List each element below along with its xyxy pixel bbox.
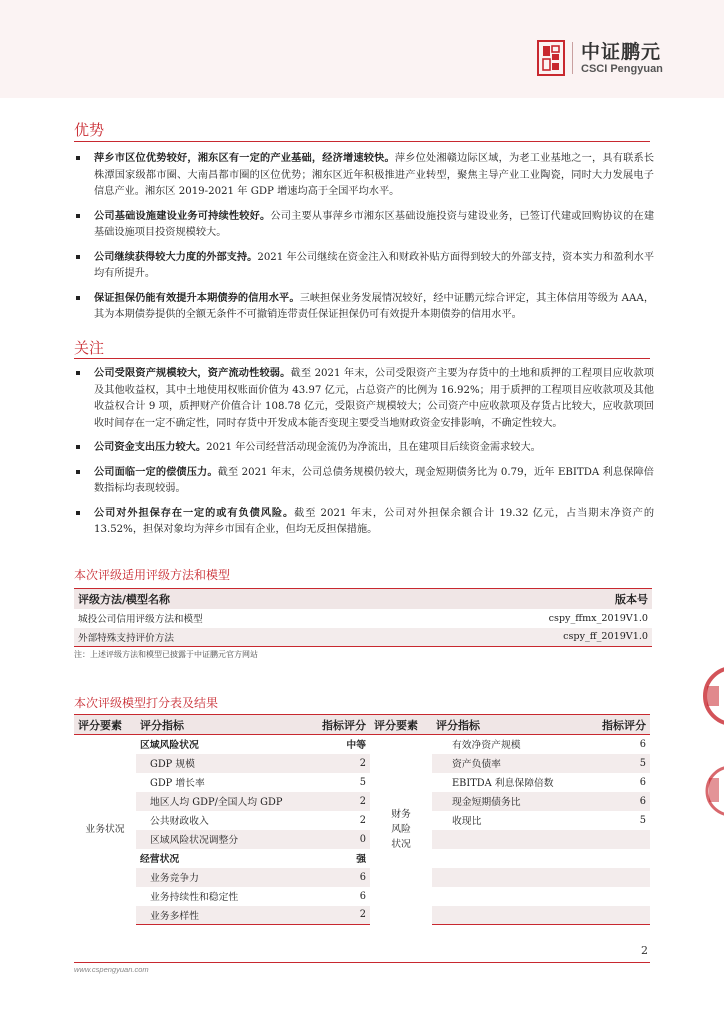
advantage-item: 萍乡市区位优势较好，湘东区有一定的产业基础，经济增速较快。萍乡位处湘赣边际区域，为老工业基地之一，具有联系长株潭国家级都市圈、大南昌都市圈的区位优势；湘东区近年积极推进产业转型，聚焦主导产业工业陶瓷，同时大力发展电子信息产业。湘东区 2019-2021 年 GDP 增速均高于全国平均水平。 [74, 150, 654, 201]
indicator-label [432, 849, 580, 868]
table-header-row [74, 715, 650, 735]
concern-item: 公司资金支出压力较大。2021 年公司经营活动现金流仍为净流出，且在建项目后续资金需求较大。 [74, 439, 654, 457]
concern-item: 公司对外担保存在一定的或有负债风险。截至 2021 年末，公司对外担保余额合计 19.32 亿元，占当期末净资产的 13.52%，担保对象均为萍乡市国有企业，但均无反担保措施。 [74, 505, 654, 539]
bullet-icon [76, 445, 80, 449]
indicator-label: 收现比 [432, 811, 580, 830]
factor-header-2: 评分要素 [370, 715, 432, 735]
factor-header: 评分要素 [74, 715, 136, 735]
indicator-score: 6 [306, 868, 370, 887]
indicator-label: 资产负债率 [432, 754, 580, 773]
indicator-label: 区域风险状况调整分 [136, 830, 306, 849]
score-header: 指标评分 [306, 715, 370, 735]
indicator-score: 中等 [306, 735, 370, 754]
bullet-icon [76, 255, 80, 259]
bullet-icon [76, 371, 80, 375]
seal-stamp-icon [697, 660, 724, 732]
table-header-row [74, 589, 652, 609]
scoring-table [74, 714, 650, 925]
methods-note: 注：上述评级方法和模型已披露于中证鹏元官方网站 [74, 650, 258, 659]
bullet-icon [76, 511, 80, 515]
indicator-score: 6 [580, 773, 650, 792]
indicator-label: GDP 增长率 [136, 773, 306, 792]
methods-heading: 本次评级适用评级方法和模型 [74, 568, 231, 582]
indicator-score: 5 [580, 754, 650, 773]
concern-item: 公司受限资产规模较大，资产流动性较弱。截至 2021 年末，公司受限资产主要为存货中的土地和质押的工程项目应收款项及其他收益权，其中土地使用权账面价值为 43.97 亿元，占总资产的比例为 16.92%；用于质押的工程项目应收款项及其他收益权合计 9 项，质押财产价值合计 108.78 亿元，受限资产规模较大；公司资产中应收款项及存货占比较大，应收款项回收时间存在一定不确定性，同时存货中开发成本能否变现主要受当地财政资金安排影响，不确定性较大。 [74, 365, 654, 432]
bullet-icon [76, 296, 80, 300]
table-row [74, 773, 650, 792]
advantages-list [74, 150, 654, 331]
indicator-label [432, 887, 580, 906]
brand-name-cn: 中证鹏元 [581, 40, 662, 63]
indicator-score: 2 [306, 754, 370, 773]
method-name: 城投公司信用评级方法和模型 [74, 609, 393, 628]
table-row [74, 792, 650, 811]
method-name-header: 评级方法/模型名称 [74, 589, 393, 609]
indicator-score: 0 [306, 830, 370, 849]
indicator-group: 经营状况 [136, 849, 306, 868]
indicator-score [580, 906, 650, 925]
indicator-header-2: 评分指标 [432, 715, 580, 735]
indicator-score: 5 [306, 773, 370, 792]
page-number: 2 [641, 944, 648, 957]
bullet-icon [76, 470, 80, 474]
table-row [74, 868, 650, 887]
methods-table [74, 588, 652, 647]
indicator-score: 2 [306, 792, 370, 811]
concerns-rule [74, 358, 650, 359]
footer-url: www.cspengyuan.com [74, 965, 149, 974]
table-row [74, 628, 652, 647]
indicator-label: 地区人均 GDP/全国人均 GDP [136, 792, 306, 811]
indicator-label [432, 830, 580, 849]
logo-separator [572, 42, 573, 74]
table-row [74, 906, 650, 925]
business-category: 业务状况 [74, 735, 136, 925]
table-row [74, 811, 650, 830]
concerns-heading: 关注 [74, 339, 105, 357]
indicator-label: 现金短期债务比 [432, 792, 580, 811]
indicator-score [580, 887, 650, 906]
indicator-label: 业务竞争力 [136, 868, 306, 887]
footer-rule [74, 962, 650, 963]
brand-logo [536, 38, 663, 78]
indicator-label: EBITDA 利息保障倍数 [432, 773, 580, 792]
version-header: 版本号 [393, 589, 652, 609]
seal-stamp-icon [697, 760, 724, 822]
indicator-label: 有效净资产规模 [432, 735, 580, 754]
bullet-icon [76, 214, 80, 218]
table-row [74, 887, 650, 906]
indicator-score: 6 [580, 735, 650, 754]
advantages-heading: 优势 [74, 121, 105, 139]
indicator-score: 6 [306, 887, 370, 906]
indicator-label: 公共财政收入 [136, 811, 306, 830]
financial-category: 财务风险状况 [370, 735, 432, 925]
concerns-list [74, 365, 654, 546]
indicator-score [580, 868, 650, 887]
table-row [74, 830, 650, 849]
indicator-score: 6 [580, 792, 650, 811]
indicator-score: 2 [306, 811, 370, 830]
concern-item: 公司面临一定的偿债压力。截至 2021 年末，公司总债务规模仍较大，现金短期债务比为 0.79，近年 EBITDA 利息保障倍数指标均表现较弱。 [74, 464, 654, 498]
cscipy-seal-logo-icon [536, 38, 566, 78]
indicator-label [432, 906, 580, 925]
indicator-label: GDP 规模 [136, 754, 306, 773]
table-row [74, 849, 650, 868]
indicator-score [580, 830, 650, 849]
indicator-score: 5 [580, 811, 650, 830]
indicator-score: 强 [306, 849, 370, 868]
table-row [74, 754, 650, 773]
indicator-score: 2 [306, 906, 370, 925]
indicator-label [432, 868, 580, 887]
method-version: cspy_ffmx_2019V1.0 [393, 609, 652, 628]
table-row [74, 609, 652, 628]
score-header-2: 指标评分 [580, 715, 650, 735]
advantages-rule [74, 141, 650, 142]
advantage-item: 保证担保仍能有效提升本期债券的信用水平。三峡担保业务发展情况较好，经中证鹏元综合评定，其主体信用等级为 AAA，其为本期债券提供的全额无条件不可撤销连带责任保证担保仍可有效提升本期债券的信用水平。 [74, 290, 654, 324]
indicator-score [580, 849, 650, 868]
brand-name-en: CSCI Pengyuan [581, 62, 663, 75]
advantage-item: 公司基础设施建设业务可持续性较好。公司主要从事萍乡市湘东区基础设施投资与建设业务，已签订代建或回购协议的在建基础设施项目投资规模较大。 [74, 208, 654, 242]
indicator-label: 业务持续性和稳定性 [136, 887, 306, 906]
indicator-label: 业务多样性 [136, 906, 306, 925]
advantage-item: 公司继续获得较大力度的外部支持。2021 年公司继续在资金注入和财政补贴方面得到较大的外部支持，资本实力和盈利水平均有所提升。 [74, 249, 654, 283]
method-version: cspy_ff_2019V1.0 [393, 628, 652, 647]
table-row [74, 735, 650, 754]
method-name: 外部特殊支持评价方法 [74, 628, 393, 647]
indicator-header: 评分指标 [136, 715, 306, 735]
scoring-heading: 本次评级模型打分表及结果 [74, 696, 219, 710]
bullet-icon [76, 156, 80, 160]
indicator-group: 区域风险状况 [136, 735, 306, 754]
